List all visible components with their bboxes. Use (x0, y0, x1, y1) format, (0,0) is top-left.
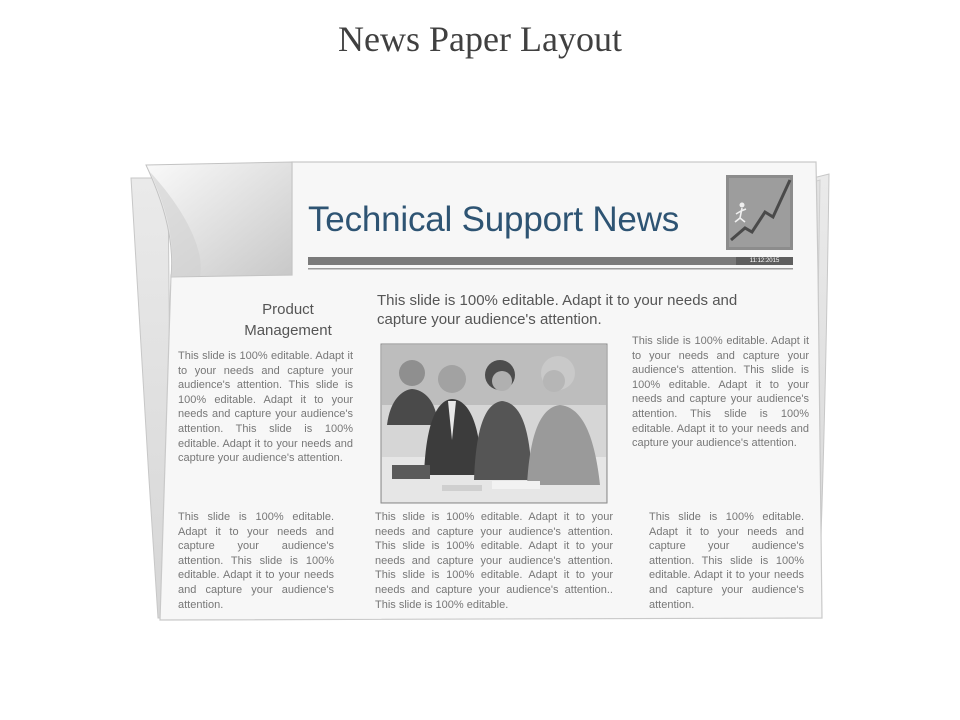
lead-text: This slide is 100% editable. Adapt it to your needs and capture your audience's attention. (377, 292, 738, 328)
article-paragraph-left-bottom: This slide is 100% editable. Adapt it to your needs and capture your audience's attention. This slide is 100% editable. Adapt it to your needs and capture your audience's attention. (178, 511, 334, 611)
business-team-photo (382, 345, 606, 502)
section-title: Product Management (244, 301, 332, 339)
slide-title: News Paper Layout (338, 19, 622, 59)
article-paragraph-right-top: This slide is 100% editable. Adapt it to your needs and capture your audience's attention. This slide is 100% editable. Adapt it to your needs and capture your audience's attention. This slide is 100% editable. Adapt it to your needs and capture your audience's attention. (632, 335, 809, 450)
masthead-thin-rule (308, 268, 793, 270)
newspaper-headline: Technical Support News (308, 200, 680, 239)
article-paragraph-center-bottom: This slide is 100% editable. Adapt it to your needs and capture your audience's attention. This slide is 100% editable. Adapt it to your needs and capture your audience's attention. This slide is 100% editable. Adapt it to your needs and capture your audience's attention.. This slide is 100% editable. (375, 511, 613, 611)
article-paragraph-right-bottom: This slide is 100% editable. Adapt it to your needs and capture your audience's attention. This slide is 100% editable. Adapt it to your needs and capture your audience's attention. (649, 511, 804, 611)
growth-chart-icon (726, 175, 793, 250)
issue-date: 11:12:2015 (749, 258, 780, 264)
article-paragraph-left-top: This slide is 100% editable. Adapt it to your needs and capture your audience's attention. This slide is 100% editable. Adapt it to your needs and capture your audience's attention. This slide is 100% editable. Adapt it to your needs and capture your audience's attention. (178, 350, 353, 465)
masthead-rule (308, 257, 793, 265)
